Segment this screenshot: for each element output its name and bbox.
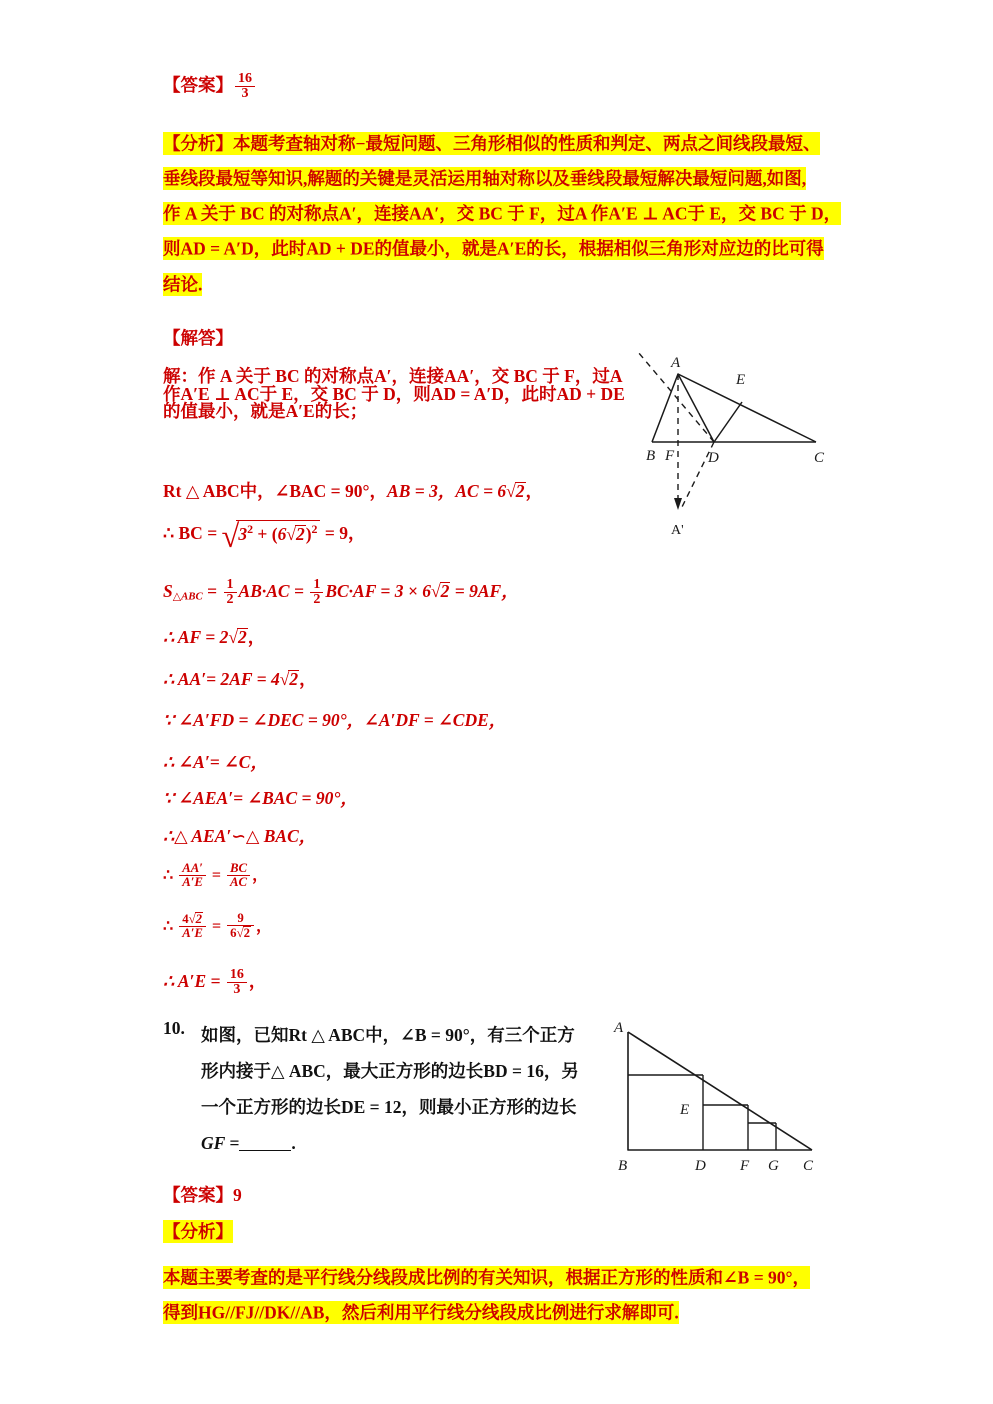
sqrt-2: √2	[431, 580, 450, 601]
problem9-analysis-block	[163, 130, 863, 306]
sqrt-2: √2	[236, 926, 250, 941]
analysis-line: 【分析】本题考查轴对称−最短问题、三角形相似的性质和判定、两点之间线段最短、	[163, 133, 821, 153]
problem9-step-8: ∵ ∠AEA′= ∠BAC = 90°，	[163, 788, 358, 808]
analysis-line: 本题主要考查的是平行线分线段成比例的有关知识，根据正方形的性质和∠B = 90°，	[163, 1267, 811, 1287]
label-B: B	[646, 448, 656, 464]
label-E: E	[736, 372, 746, 388]
label-D: D	[708, 450, 719, 466]
problem10-analysis-label-line	[163, 1218, 863, 1253]
fraction-one-half: $\frac{1}{2}$	[224, 578, 237, 608]
problem10-text-line: 如图，已知Rt △ ABC中，∠B = 90°，有三个正方	[201, 1025, 575, 1045]
solution-line: 作A′E ⊥ AC于 E，交 BC 于 D，则AD = A′D，此时AD + DE	[163, 383, 625, 404]
problem10-number: 10.	[163, 1018, 185, 1038]
reflection-triangle-diagram	[638, 352, 878, 552]
label-F: F	[665, 448, 675, 464]
problem9-step-9: ∴△ AEA′∽△ BAC，	[163, 826, 317, 846]
problem10-question	[163, 1018, 593, 1162]
label-F: F	[740, 1158, 750, 1174]
analysis-line: 则AD = A′D，此时AD + DE的值最小，就是A′E的长，根据相似三角形对应边的比可得	[163, 238, 824, 259]
problem10-answer-line	[163, 1182, 863, 1207]
problem10-period: .	[291, 1132, 296, 1153]
fraction-one-half: $\frac{1}{2}$	[310, 578, 323, 608]
problem10-analysis-block	[163, 1264, 863, 1335]
analysis-label-highlight: 【分析】	[163, 1221, 233, 1241]
problem9-solution-label: 【解答】	[163, 328, 233, 348]
analysis-line: 得到HG//FJ//DK//AB，然后利用平行线分线段成比例进行求解即可.	[163, 1302, 679, 1323]
problem10-gf-label: GF =	[201, 1132, 240, 1153]
label-C: C	[814, 450, 825, 466]
analysis-line: 作 A 关于 BC 的对称点A′，连接AA′，交 BC 于 F，过A 作A′E ⊥ AC于 E，交 BC 于 D，	[163, 203, 842, 224]
sqrt-expression: $√3^2 + (6√2)^2$	[222, 520, 321, 551]
label-A: A	[671, 355, 681, 371]
problem9-answer-fraction: $\frac{16}{3}$	[235, 72, 255, 102]
ratio-bc-ac: $\frac{BC}{AC}$	[227, 862, 250, 889]
sqrt-2: √2	[188, 912, 203, 926]
label-A: A	[614, 1020, 624, 1036]
label-A-prime: A'	[671, 523, 684, 538]
solution-line: 解：作 A 关于 BC 的对称点A′，连接AA′，交 BC 于 F，过A	[163, 366, 623, 386]
problem9-step-6: ∵ ∠A′FD = ∠DEC = 90°，∠A′DF = ∠CDE，	[163, 710, 507, 730]
problem9-step-3: $S_{\triangle ABC}$ = $\frac{1}{2}$ AB·AC = $\frac{1}{2}$ BC·AF = 3 × 6√2 = 9AF，	[163, 577, 519, 608]
answer-blank[interactable]	[239, 1150, 291, 1151]
problem10-text-line-last	[201, 1126, 593, 1162]
problem9-answer-label: 【答案】	[163, 75, 233, 95]
problem10-text-line: 一个正方形的边长DE = 12，则最小正方形的边长	[201, 1096, 577, 1117]
ratio-aa-ae: $\frac{AA'}{A'E}$	[179, 862, 206, 889]
problem9-answer-line	[163, 72, 863, 102]
problem9-step-10: ∴ $\frac{AA'}{A'E}$ = $\frac{BC}{AC}$ ，	[163, 861, 269, 890]
problem9-step-5: ∴ AA′= 2AF = 4√2，	[163, 669, 317, 689]
label-B: B	[618, 1158, 628, 1174]
problem9-step-12: ∴ A′E = $\frac{16}{3}$ ，	[163, 967, 267, 998]
analysis-line: 垂线段最短等知识,解题的关键是灵活运用轴对称以及垂线段最短解决最短问题,如图,	[163, 168, 807, 189]
problem9-step-7: ∴ ∠A′= ∠C，	[163, 752, 268, 772]
label-C: C	[803, 1158, 814, 1174]
sqrt-2: √2	[228, 627, 247, 647]
solution-line: 的值最小，就是A′E的长；	[163, 401, 368, 421]
problem10-answer-value: 9	[233, 1185, 242, 1205]
sqrt-2: √2	[279, 669, 299, 689]
problem9-step-11: ∴ $\frac{4√2}{A'E}$ = $\frac{9}{6√2}$ ，	[163, 911, 273, 941]
problem9-step-1: Rt △ ABC中，∠BAC = 90°，AB = 3，AC = 6√2，	[163, 481, 544, 501]
ratio-9-6root2: $\frac{9}{6√2}$	[227, 912, 254, 940]
sqrt-2: √2	[506, 481, 525, 501]
problem10-answer-label: 【答案】	[163, 1185, 233, 1205]
sqrt-2: √2	[286, 523, 305, 544]
inscribed-squares-diagram	[600, 1012, 850, 1182]
problem9-step-4: ∴ AF = 2√2，	[163, 627, 266, 647]
ratio-4root2-ae: $\frac{4√2}{A'E}$	[179, 912, 206, 940]
problem9-step-2: ∴ BC = $√3^2 + (6√2)^2 = 9$，	[163, 518, 366, 555]
label-D: D	[695, 1158, 706, 1174]
label-G: G	[768, 1158, 779, 1174]
label-E: E	[680, 1102, 690, 1118]
problem10-text-line: 形内接于△ ABC，最大正方形的边长BD = 16，另	[201, 1060, 579, 1081]
result-fraction: $\frac{16}{3}$	[227, 968, 247, 998]
analysis-line: 结论.	[163, 274, 203, 294]
